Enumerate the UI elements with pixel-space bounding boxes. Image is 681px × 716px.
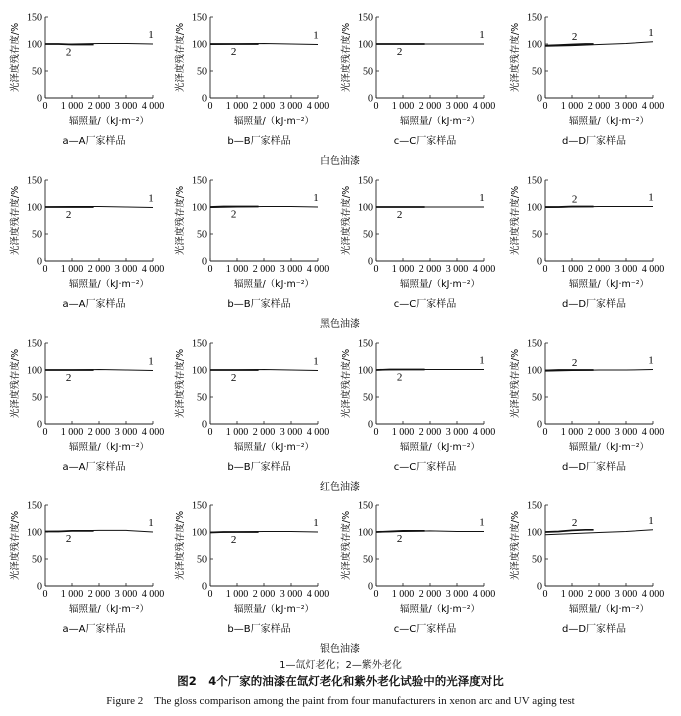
x-tick-label: 3 000	[614, 264, 638, 275]
series-marker-2: 2	[571, 193, 578, 206]
y-tick-label: 150	[527, 175, 542, 187]
y-tick-label: 100	[358, 365, 373, 377]
y-tick-label: 0	[368, 256, 373, 268]
panel-label: c—C厂家样品	[393, 462, 457, 473]
y-tick-label: 50	[32, 229, 42, 241]
y-tick-label: 100	[27, 202, 42, 214]
y-tick-label: 0	[537, 581, 542, 593]
y-tick-label: 150	[358, 500, 373, 512]
x-tick-label: 3 000	[614, 589, 638, 600]
x-tick-label: 1 000	[560, 264, 584, 275]
x-tick-label: 1 000	[60, 589, 84, 600]
y-tick-label: 50	[197, 554, 207, 566]
y-tick-label: 100	[192, 365, 207, 377]
series-marker-1: 1	[648, 26, 654, 39]
y-axis-label: 光泽度残存度/%	[10, 348, 21, 419]
series-marker-1: 1	[479, 516, 485, 529]
series-marker-1: 1	[479, 354, 485, 367]
x-tick-label: 2 000	[252, 101, 276, 112]
y-tick-label: 100	[192, 527, 207, 539]
series-line-2	[376, 531, 425, 532]
x-axis-label: 辐照量/（kJ·m⁻²）	[568, 604, 650, 615]
legend-note: 1—氙灯老化；2—紫外老化	[279, 660, 402, 671]
y-tick-label: 150	[527, 12, 542, 24]
x-tick-label: 4 000	[472, 264, 496, 275]
panel-label: b—B厂家样品	[227, 299, 291, 310]
y-tick-label: 150	[27, 175, 42, 187]
y-tick-label: 50	[532, 66, 542, 78]
y-axis-label: 光泽度残存度/%	[175, 348, 186, 419]
x-axis-label: 辐照量/（kJ·m⁻²）	[399, 442, 481, 453]
y-tick-label: 100	[358, 202, 373, 214]
y-axis-label: 光泽度残存度/%	[175, 510, 186, 581]
panel-label: a—A厂家样品	[62, 624, 126, 635]
x-tick-label: 2 000	[587, 427, 611, 438]
x-tick-label: 3 000	[445, 264, 469, 275]
x-tick-label: 4 000	[472, 427, 496, 438]
x-tick-label: 4 000	[641, 589, 665, 600]
x-tick-label: 4 000	[306, 101, 330, 112]
series-line-2	[376, 370, 425, 371]
y-axis-label: 光泽度残存度/%	[10, 185, 21, 256]
x-tick-label: 4 000	[306, 589, 330, 600]
x-tick-label: 2 000	[418, 589, 442, 600]
x-tick-label: 3 000	[279, 427, 303, 438]
y-tick-label: 50	[32, 554, 42, 566]
panel-label: d—D厂家样品	[561, 624, 627, 635]
series-marker-2: 2	[65, 46, 72, 59]
x-tick-label: 4 000	[641, 264, 665, 275]
series-marker-1: 1	[313, 517, 319, 529]
x-tick-label: 2 000	[418, 427, 442, 438]
series-marker-2: 2	[65, 372, 72, 384]
x-axis-label: 辐照量/（kJ·m⁻²）	[399, 279, 481, 290]
x-tick-label: 1 000	[391, 264, 415, 275]
x-axis-label: 辐照量/（kJ·m⁻²）	[68, 279, 150, 290]
x-tick-label: 3 000	[114, 264, 138, 275]
x-tick-label: 1 000	[60, 101, 84, 112]
y-tick-label: 0	[537, 93, 542, 105]
group-title: 白色油漆	[320, 156, 360, 167]
y-tick-label: 50	[363, 554, 373, 566]
x-tick-label: 4 000	[141, 264, 165, 275]
y-tick-label: 50	[532, 554, 542, 566]
x-tick-label: 4 000	[141, 589, 165, 600]
x-tick-label: 0	[42, 264, 48, 275]
x-tick-label: 3 000	[279, 101, 303, 112]
series-marker-1: 1	[479, 192, 485, 204]
panel-label: c—C厂家样品	[393, 624, 457, 635]
series-marker-2: 2	[65, 209, 72, 221]
group-title: 银色油漆	[320, 644, 360, 655]
x-tick-label: 0	[542, 264, 548, 275]
x-axis-label: 辐照量/（kJ·m⁻²）	[68, 116, 150, 127]
x-tick-label: 2 000	[87, 101, 111, 112]
y-axis-label: 光泽度残存度/%	[341, 510, 352, 581]
panel-label: a—A厂家样品	[62, 462, 126, 473]
y-tick-label: 100	[27, 365, 42, 377]
x-tick-label: 4 000	[641, 427, 665, 438]
x-axis-label: 辐照量/（kJ·m⁻²）	[568, 442, 650, 453]
y-tick-label: 100	[27, 527, 42, 539]
series-line-2	[210, 207, 259, 208]
panel-label: a—A厂家样品	[62, 136, 126, 147]
y-tick-label: 150	[27, 500, 42, 512]
y-tick-label: 150	[192, 500, 207, 512]
x-tick-label: 0	[542, 589, 548, 600]
y-tick-label: 0	[368, 93, 373, 105]
x-tick-label: 2 000	[87, 264, 111, 275]
y-tick-label: 150	[192, 175, 207, 187]
y-axis-label: 光泽度残存度/%	[175, 22, 186, 93]
y-tick-label: 0	[37, 93, 42, 105]
series-marker-1: 1	[648, 354, 654, 367]
y-tick-label: 100	[27, 39, 42, 51]
y-tick-label: 0	[37, 581, 42, 593]
x-tick-label: 0	[542, 427, 548, 438]
x-axis-label: 辐照量/（kJ·m⁻²）	[568, 279, 650, 290]
panel-label: a—A厂家样品	[62, 299, 126, 310]
y-tick-label: 100	[192, 202, 207, 214]
x-tick-label: 0	[542, 101, 548, 112]
y-tick-label: 100	[358, 527, 373, 539]
y-tick-label: 50	[363, 392, 373, 404]
y-tick-label: 0	[537, 256, 542, 268]
y-tick-label: 150	[358, 175, 373, 187]
panel-label: c—C厂家样品	[393, 136, 457, 147]
x-tick-label: 0	[42, 589, 48, 600]
x-tick-label: 3 000	[614, 101, 638, 112]
x-tick-label: 3 000	[445, 589, 469, 600]
x-tick-label: 1 000	[560, 427, 584, 438]
x-axis-label: 辐照量/（kJ·m⁻²）	[399, 604, 481, 615]
x-tick-label: 2 000	[418, 101, 442, 112]
x-tick-label: 2 000	[87, 589, 111, 600]
x-tick-label: 4 000	[472, 589, 496, 600]
series-marker-2: 2	[230, 534, 237, 546]
x-tick-label: 1 000	[391, 101, 415, 112]
x-tick-label: 3 000	[614, 427, 638, 438]
series-marker-1: 1	[313, 29, 319, 42]
y-tick-label: 150	[27, 338, 42, 350]
series-marker-1: 1	[148, 355, 154, 368]
y-tick-label: 0	[202, 419, 207, 431]
panel-label: b—B厂家样品	[227, 624, 291, 635]
x-tick-label: 0	[373, 264, 379, 275]
series-marker-1: 1	[648, 191, 654, 204]
y-tick-label: 50	[32, 392, 42, 404]
x-tick-label: 4 000	[141, 101, 165, 112]
y-tick-label: 150	[358, 338, 373, 350]
series-line-2	[545, 207, 594, 208]
y-tick-label: 50	[363, 229, 373, 241]
y-tick-label: 0	[202, 256, 207, 268]
x-tick-label: 4 000	[306, 427, 330, 438]
series-marker-2: 2	[396, 532, 403, 545]
y-tick-label: 0	[202, 93, 207, 105]
x-tick-label: 4 000	[306, 264, 330, 275]
y-tick-label: 150	[358, 12, 373, 24]
series-marker-2: 2	[396, 209, 403, 221]
series-marker-1: 1	[479, 29, 485, 41]
x-tick-label: 0	[42, 427, 48, 438]
y-tick-label: 100	[527, 527, 542, 539]
x-tick-label: 2 000	[418, 264, 442, 275]
x-tick-label: 0	[373, 589, 379, 600]
x-tick-label: 3 000	[279, 264, 303, 275]
y-tick-label: 50	[32, 66, 42, 78]
y-tick-label: 0	[368, 581, 373, 593]
x-tick-label: 0	[207, 427, 213, 438]
x-axis-label: 辐照量/（kJ·m⁻²）	[233, 604, 315, 615]
y-tick-label: 50	[532, 229, 542, 241]
x-tick-label: 3 000	[114, 427, 138, 438]
x-tick-label: 1 000	[60, 264, 84, 275]
x-tick-label: 2 000	[587, 589, 611, 600]
y-tick-label: 150	[527, 500, 542, 512]
y-axis-label: 光泽度残存度/%	[510, 348, 521, 419]
series-marker-2: 2	[571, 516, 578, 529]
x-tick-label: 4 000	[472, 101, 496, 112]
y-axis-label: 光泽度残存度/%	[341, 185, 352, 256]
y-tick-label: 0	[537, 419, 542, 431]
x-tick-label: 2 000	[87, 427, 111, 438]
y-tick-label: 0	[37, 419, 42, 431]
y-tick-label: 50	[532, 392, 542, 404]
x-tick-label: 1 000	[225, 427, 249, 438]
series-line-2	[45, 44, 94, 45]
x-tick-label: 1 000	[60, 427, 84, 438]
x-tick-label: 2 000	[587, 101, 611, 112]
series-line-2	[545, 530, 594, 532]
x-tick-label: 1 000	[560, 589, 584, 600]
y-tick-label: 50	[197, 66, 207, 78]
y-axis-label: 光泽度残存度/%	[10, 510, 21, 581]
y-tick-label: 0	[37, 256, 42, 268]
y-tick-label: 100	[527, 39, 542, 51]
x-tick-label: 1 000	[560, 101, 584, 112]
series-marker-2: 2	[230, 46, 237, 58]
x-tick-label: 0	[207, 101, 213, 112]
series-marker-2: 2	[396, 371, 403, 384]
series-marker-1: 1	[313, 355, 319, 368]
x-tick-label: 0	[42, 101, 48, 112]
y-tick-label: 0	[202, 581, 207, 593]
y-tick-label: 150	[27, 12, 42, 24]
y-axis-label: 光泽度残存度/%	[510, 185, 521, 256]
panel-label: d—D厂家样品	[561, 462, 627, 473]
x-tick-label: 1 000	[225, 589, 249, 600]
x-axis-label: 辐照量/（kJ·m⁻²）	[399, 116, 481, 127]
x-tick-label: 0	[207, 264, 213, 275]
series-marker-2: 2	[571, 31, 578, 43]
y-axis-label: 光泽度残存度/%	[510, 510, 521, 581]
series-marker-1: 1	[148, 517, 154, 529]
series-marker-2: 2	[65, 532, 72, 545]
series-marker-2: 2	[571, 357, 578, 369]
x-axis-label: 辐照量/（kJ·m⁻²）	[568, 116, 650, 127]
x-tick-label: 2 000	[252, 264, 276, 275]
x-tick-label: 3 000	[114, 101, 138, 112]
series-marker-1: 1	[148, 29, 154, 41]
y-tick-label: 100	[527, 365, 542, 377]
x-tick-label: 0	[373, 427, 379, 438]
x-tick-label: 2 000	[252, 427, 276, 438]
x-tick-label: 3 000	[445, 427, 469, 438]
x-axis-label: 辐照量/（kJ·m⁻²）	[68, 442, 150, 453]
x-tick-label: 2 000	[587, 264, 611, 275]
series-marker-1: 1	[313, 192, 319, 204]
x-tick-label: 3 000	[445, 101, 469, 112]
y-tick-label: 0	[368, 419, 373, 431]
series-marker-1: 1	[148, 192, 154, 205]
series-marker-2: 2	[230, 208, 237, 221]
group-title: 红色油漆	[320, 482, 360, 493]
x-tick-label: 4 000	[141, 427, 165, 438]
series-line-2	[210, 532, 259, 533]
figure-caption-en: Figure 2 The gloss comparison among the paint from four manufacturers in xenon arc and UV aging test	[106, 695, 575, 707]
y-axis-label: 光泽度残存度/%	[341, 22, 352, 93]
x-tick-label: 2 000	[252, 589, 276, 600]
y-axis-label: 光泽度残存度/%	[341, 348, 352, 419]
x-axis-label: 辐照量/（kJ·m⁻²）	[233, 442, 315, 453]
y-tick-label: 150	[192, 338, 207, 350]
group-title: 黑色油漆	[320, 319, 360, 330]
y-tick-label: 100	[358, 39, 373, 51]
series-marker-2: 2	[396, 46, 403, 58]
x-tick-label: 1 000	[391, 589, 415, 600]
panel-label: b—B厂家样品	[227, 136, 291, 147]
x-tick-label: 0	[207, 589, 213, 600]
panel-label: b—B厂家样品	[227, 462, 291, 473]
series-marker-1: 1	[648, 514, 654, 527]
y-axis-label: 光泽度残存度/%	[510, 22, 521, 93]
y-tick-label: 100	[192, 39, 207, 51]
panel-label: d—D厂家样品	[561, 299, 627, 310]
x-tick-label: 1 000	[391, 427, 415, 438]
x-tick-label: 1 000	[225, 101, 249, 112]
x-tick-label: 4 000	[641, 101, 665, 112]
x-tick-label: 1 000	[225, 264, 249, 275]
y-tick-label: 50	[197, 392, 207, 404]
panel-label: c—C厂家样品	[393, 299, 457, 310]
x-tick-label: 3 000	[114, 589, 138, 600]
series-line-2	[45, 531, 94, 532]
series-line-2	[545, 370, 594, 371]
y-axis-label: 光泽度残存度/%	[10, 22, 21, 93]
x-axis-label: 辐照量/（kJ·m⁻²）	[233, 279, 315, 290]
y-tick-label: 50	[197, 229, 207, 241]
x-axis-label: 辐照量/（kJ·m⁻²）	[233, 116, 315, 127]
figure-caption-cn: 图2 4个厂家的油漆在氙灯老化和紫外老化试验中的光泽度对比	[177, 674, 504, 688]
series-marker-2: 2	[230, 372, 237, 384]
panel-label: d—D厂家样品	[561, 136, 627, 147]
x-tick-label: 3 000	[279, 589, 303, 600]
y-tick-label: 150	[192, 12, 207, 24]
x-tick-label: 0	[373, 101, 379, 112]
y-tick-label: 150	[527, 338, 542, 350]
y-axis-label: 光泽度残存度/%	[175, 185, 186, 256]
y-tick-label: 100	[527, 202, 542, 214]
x-axis-label: 辐照量/（kJ·m⁻²）	[68, 604, 150, 615]
y-tick-label: 50	[363, 66, 373, 78]
